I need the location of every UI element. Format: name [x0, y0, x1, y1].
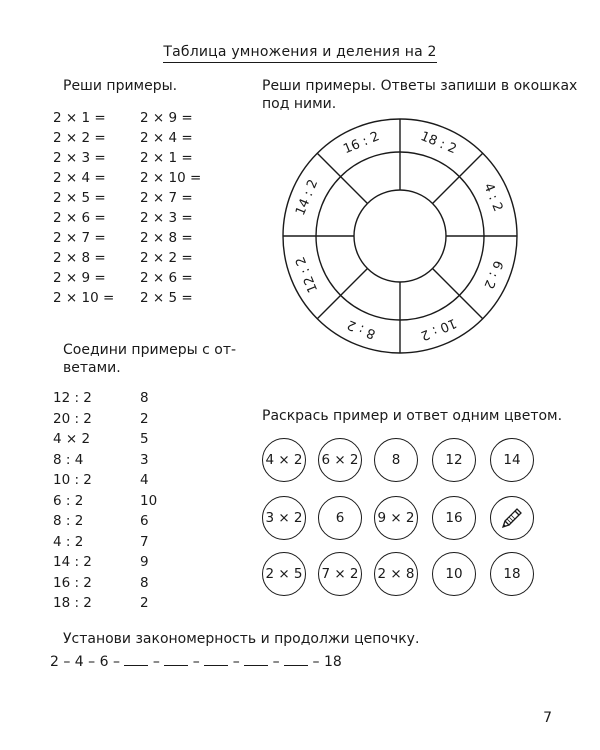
section3-heading-line1: Соедини примеры с от- — [63, 342, 237, 358]
wheel-spoke — [317, 153, 367, 203]
matching-example[interactable]: 14 : 2 — [53, 554, 92, 570]
color-circle[interactable] — [374, 496, 418, 540]
color-circle[interactable] — [262, 496, 306, 540]
color-circle[interactable] — [318, 552, 362, 596]
wheel-answer-box[interactable] — [446, 247, 474, 275]
page-number: 7 — [543, 710, 552, 726]
wheel-example-label: 14 : 2 — [293, 177, 322, 218]
multiplication-list — [53, 108, 233, 318]
color-circle[interactable] — [432, 438, 476, 482]
wheel-answer-box[interactable] — [411, 282, 439, 310]
sequence-blank[interactable] — [164, 653, 188, 666]
wheel-spoke — [433, 269, 483, 319]
sequence-end: – 18 — [312, 654, 342, 670]
wheel-spoke — [433, 153, 483, 203]
wheel-answer-box[interactable] — [326, 247, 354, 275]
matching-answer[interactable]: 9 — [140, 554, 149, 570]
multiplication-example: 2 × 7 = — [140, 190, 193, 206]
color-circle[interactable] — [374, 552, 418, 596]
matching-example[interactable]: 4 × 2 — [53, 431, 91, 447]
sequence-chain: 2 – 4 – 6 – – – – – – 18 — [50, 654, 342, 670]
matching-answer[interactable]: 3 — [140, 451, 149, 468]
matching-list — [53, 388, 233, 613]
color-circle[interactable] — [374, 438, 418, 482]
multiplication-example: 2 × 8 = — [140, 230, 193, 246]
color-circle[interactable] — [262, 552, 306, 596]
section2-heading-line1: Реши примеры. Ответы запиши в окошках — [262, 78, 578, 94]
multiplication-example: 2 × 9 = — [140, 110, 193, 126]
multiplication-example: 2 × 1 = — [53, 110, 106, 126]
matching-answer[interactable]: 4 — [140, 472, 149, 488]
matching-example[interactable]: 4 : 2 — [53, 533, 84, 550]
color-circle-label: 16 — [445, 510, 463, 526]
wheel-spoke — [317, 269, 367, 319]
matching-example[interactable]: 8 : 4 — [53, 451, 84, 468]
color-circle[interactable] — [490, 552, 534, 596]
multiplication-example: 2 × 5 = — [53, 190, 106, 206]
section4-heading: Раскрась пример и ответ одним цветом. — [262, 408, 563, 424]
multiplication-example: 2 × 2 = — [140, 250, 193, 266]
matching-answer[interactable]: 8 — [140, 574, 149, 591]
matching-answer[interactable]: 7 — [140, 533, 149, 550]
color-circle-label: 6 — [335, 510, 345, 526]
wheel-answer-box[interactable] — [446, 197, 474, 225]
section1-heading: Реши примеры. — [63, 78, 178, 94]
color-circle-label: 8 — [391, 452, 401, 468]
color-circle[interactable] — [432, 552, 476, 596]
section2-heading-line2: под ними. — [262, 96, 337, 112]
wheel-answer-box[interactable] — [361, 162, 389, 190]
color-circle[interactable] — [432, 496, 476, 540]
color-circles-grid — [262, 438, 552, 598]
matching-answer[interactable]: 2 — [140, 410, 149, 427]
color-circle-label: 12 — [445, 452, 463, 468]
matching-answer[interactable]: 6 — [140, 513, 149, 529]
color-circle-label: 7 × 2 — [321, 566, 359, 582]
multiplication-example: 2 × 7 = — [53, 230, 106, 246]
color-circle-label: 2 × 8 — [377, 566, 415, 582]
matching-answer[interactable]: 5 — [140, 431, 149, 447]
wheel-inner-ring — [354, 190, 446, 282]
color-circle-label: 18 — [503, 566, 521, 582]
matching-example[interactable]: 12 : 2 — [53, 390, 92, 406]
color-circle-label: 2 × 5 — [265, 566, 303, 582]
division-wheel — [275, 118, 525, 368]
multiplication-example: 2 × 1 = — [140, 150, 193, 166]
multiplication-example: 2 × 8 = — [53, 250, 106, 266]
page-title: Таблица умножения и деления на 2 — [0, 44, 600, 60]
wheel-answer-box[interactable] — [361, 282, 389, 310]
color-circle-label: 9 × 2 — [377, 510, 415, 526]
wheel-example-label: 12 : 2 — [293, 254, 322, 295]
matching-answer[interactable]: 10 — [140, 492, 158, 509]
multiplication-example: 2 × 6 = — [140, 270, 193, 286]
multiplication-example: 2 × 3 = — [53, 150, 106, 166]
multiplication-example: 2 × 9 = — [53, 270, 106, 286]
color-circle[interactable] — [318, 496, 362, 540]
wheel-answer-box[interactable] — [411, 162, 439, 190]
sequence-blank[interactable] — [284, 653, 308, 666]
matching-example[interactable]: 6 : 2 — [53, 492, 84, 509]
wheel-answer-box[interactable] — [326, 197, 354, 225]
multiplication-example: 2 × 4 = — [140, 130, 193, 146]
color-circle[interactable] — [318, 438, 362, 482]
matching-example[interactable]: 20 : 2 — [53, 410, 92, 427]
matching-example[interactable]: 16 : 2 — [53, 574, 92, 591]
wheel-example-label: 8 : 2 — [345, 316, 378, 342]
sequence-blank[interactable] — [204, 653, 228, 666]
section5-heading: Установи закономерность и продолжи цепочку. — [63, 631, 420, 647]
section3-heading-line2: ветами. — [63, 360, 121, 376]
wheel-example-label: 4 : 2 — [480, 181, 506, 214]
multiplication-example: 2 × 10 = — [53, 290, 115, 306]
wheel-example-label: 6 : 2 — [480, 258, 506, 291]
matching-example[interactable]: 10 : 2 — [53, 472, 92, 488]
matching-answer[interactable]: 2 — [140, 595, 149, 611]
wheel-example-label: 18 : 2 — [418, 129, 459, 158]
color-circle-label: 3 × 2 — [265, 510, 303, 526]
color-circle-label: 14 — [503, 452, 521, 468]
pencil-icon — [499, 505, 525, 531]
multiplication-example: 2 × 3 = — [140, 210, 193, 226]
color-circle-label: 6 × 2 — [321, 452, 359, 468]
matching-example[interactable]: 18 : 2 — [53, 595, 92, 611]
sequence-blank[interactable] — [244, 653, 268, 666]
multiplication-example: 2 × 10 = — [140, 170, 202, 186]
matching-answer[interactable]: 8 — [140, 390, 149, 406]
color-circle-label: 4 × 2 — [265, 452, 303, 468]
multiplication-example: 2 × 5 = — [140, 290, 193, 306]
color-circle[interactable] — [490, 438, 534, 482]
wheel-example-label: 10 : 2 — [418, 314, 459, 343]
wheel-example-label: 16 : 2 — [341, 129, 382, 158]
sequence-start: 2 – 4 – 6 – — [50, 654, 120, 670]
color-circle-label: 10 — [445, 566, 463, 582]
pencil-circle[interactable] — [490, 496, 534, 540]
multiplication-example: 2 × 4 = — [53, 170, 106, 186]
sequence-blank[interactable] — [124, 653, 148, 666]
matching-example[interactable]: 8 : 2 — [53, 513, 84, 529]
multiplication-example: 2 × 6 = — [53, 210, 106, 226]
color-circle[interactable] — [262, 438, 306, 482]
multiplication-example: 2 × 2 = — [53, 130, 106, 146]
